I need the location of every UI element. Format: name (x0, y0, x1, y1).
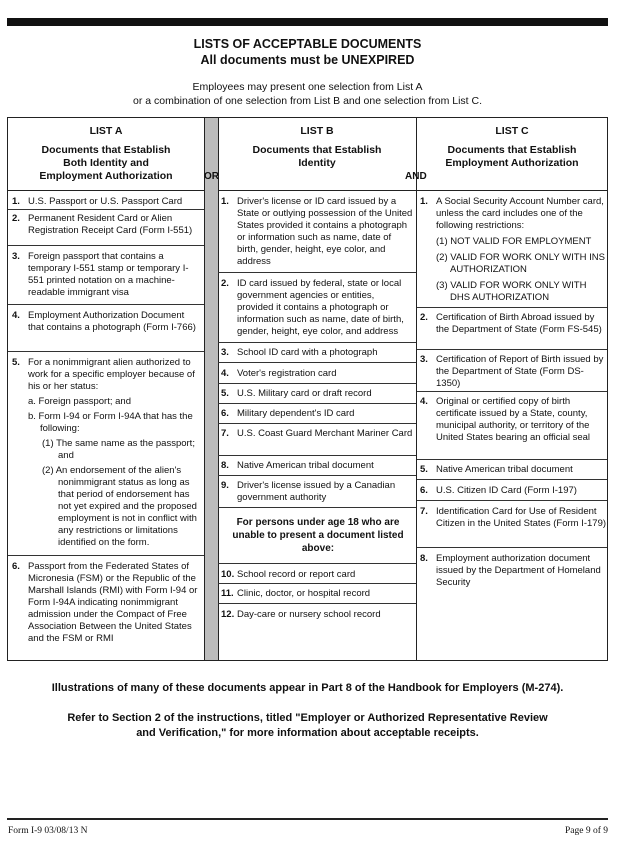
list-a-desc: Both Identity and (63, 157, 149, 169)
list-b-item: 3. School ID card with a photograph (221, 347, 378, 358)
list-b-item: 6. Military dependent's ID card (221, 408, 355, 419)
list-c-name: LIST C (495, 125, 529, 137)
list-a-header (8, 125, 204, 183)
list-a-item: 5. For a nonimmigrant alien authorized to work for a specific employer because of his or her status: a. Foreign passport; and b. Form I-94 or Form I-94A that has the following: (1) The same name as the passport; and (2) An endorsement of the alien's nonimmigrant status as long as that period of endorsement has not yet expired and the proposed employment is not in conflict with any restrictions or limitations identified on the form. (12, 357, 197, 548)
list-c-desc: Employment Authorization (445, 157, 579, 169)
list-b-item: 8. Native American tribal document (221, 460, 374, 471)
list-c-item: 5. Native American tribal document (420, 464, 573, 475)
page-number: Page 9 of 9 (564, 826, 608, 836)
list-b-item: 11. Clinic, doctor, or hospital record (221, 588, 371, 599)
page-subtitle: All documents must be UNEXPIRED (200, 53, 415, 67)
or-connector: OR (204, 171, 219, 182)
list-b-item: 7. U.S. Coast Guard Merchant Mariner Card (221, 428, 413, 439)
list-c-item: 1. A Social Security Account Number card, unless the card includes one of the following restrictions: (1) NOT VALID FOR EMPLOYMENT (2) VALID FOR WORK ONLY WITH INS AUTHORIZATION (3) VALID FOR WORK ONLY WITH DHS AUTHORIZATION (420, 196, 605, 303)
list-c-desc: Documents that Establish (447, 144, 577, 156)
refer-note (0, 711, 615, 741)
form-id: Form I-9 03/08/13 N (8, 826, 88, 836)
minor-note: For persons under age 18 who are unable to present a document listed above: (232, 517, 404, 554)
list-b-desc: Identity (298, 157, 336, 169)
list-b-header (218, 125, 416, 170)
refer-note-line-1: Refer to Section 2 of the instructions, titled "Employer or Authorized Representative Review (67, 712, 548, 724)
list-a-b-divider (204, 118, 218, 660)
bottom-rule (7, 818, 608, 820)
list-a-desc: Documents that Establish (41, 144, 171, 156)
list-b-item: 10. School record or report card (221, 569, 356, 580)
list-a-item: 4. Employment Authorization Document that contains a photograph (Form I-766) (12, 310, 196, 333)
list-a-item: 2. Permanent Resident Card or Alien Registration Receipt Card (Form I-551) (12, 213, 193, 236)
page-title: LISTS OF ACCEPTABLE DOCUMENTS (193, 37, 422, 51)
list-b-item: 4. Voter's registration card (221, 368, 337, 379)
list-c-item: 6. U.S. Citizen ID Card (Form I-197) (420, 485, 577, 496)
list-c-item: 7. Identification Card for Use of Resident Citizen in the United States (Form I-179) (420, 506, 607, 529)
list-c-item: 8. Employment authorization document issued by the Department of Homeland Security (420, 553, 601, 588)
list-a-item: 3. Foreign passport that contains a temporary I-551 stamp or temporary I-551 printed notation on a machine-readable immigrant visa (12, 251, 189, 298)
list-a-name: LIST A (89, 125, 123, 137)
and-connector: AND (405, 171, 427, 182)
refer-note-line-2: and Verification," for more information about acceptable receipts. (136, 727, 479, 739)
list-b-desc: Documents that Establish (252, 144, 382, 156)
intro-line-1: Employees may present one selection from List A (192, 81, 423, 93)
list-b-item: 1. Driver's license or ID card issued by a State or outlying possession of the United States provided it contains a photograph or information such as name, date of birth, gender, height, eye color, and address (221, 196, 413, 267)
list-b-item: 2. ID card issued by federal, state or local government agencies or entities, provided it contains a photograph or information such as name, date of birth, gender, height, eye color, and address (221, 278, 404, 337)
list-b-c-divider (416, 118, 417, 660)
list-a-item: 1. U.S. Passport or U.S. Passport Card (12, 196, 183, 207)
list-c-item: 2. Certification of Birth Abroad issued by the Department of State (Form FS-545) (420, 312, 602, 335)
top-rule (7, 18, 608, 26)
intro-line-2: or a combination of one selection from List B and one selection from List C. (132, 95, 482, 107)
list-c-item: 3. Certification of Report of Birth issued by the Department of State (Form DS-1350) (420, 354, 604, 389)
documents-table (7, 117, 608, 661)
list-b-item: 5. U.S. Military card or draft record (221, 388, 372, 399)
list-a-desc: Employment Authorization (39, 170, 173, 182)
list-b-item: 9. Driver's license issued by a Canadian government authority (221, 480, 396, 503)
illustrations-note: Illustrations of many of these documents appear in Part 8 of the Handbook for Employers (M-274). (51, 682, 564, 694)
list-c-item: 4. Original or certified copy of birth certificate issued by a State, county, municipal authority, or territory of the United States bearing an official seal (420, 396, 591, 443)
list-a-item: 6. Passport from the Federated States of Micronesia (FSM) or the Republic of the Marshall Islands (RMI) with Form I-94 or Form I-94A indicating nonimmigrant admission under the Compact of Free Association Between the United States and the FSM or RMI (12, 561, 198, 644)
list-b-item: 12. Day-care or nursery school record (221, 609, 381, 620)
list-c-header (417, 125, 607, 170)
list-b-name: LIST B (300, 125, 334, 137)
